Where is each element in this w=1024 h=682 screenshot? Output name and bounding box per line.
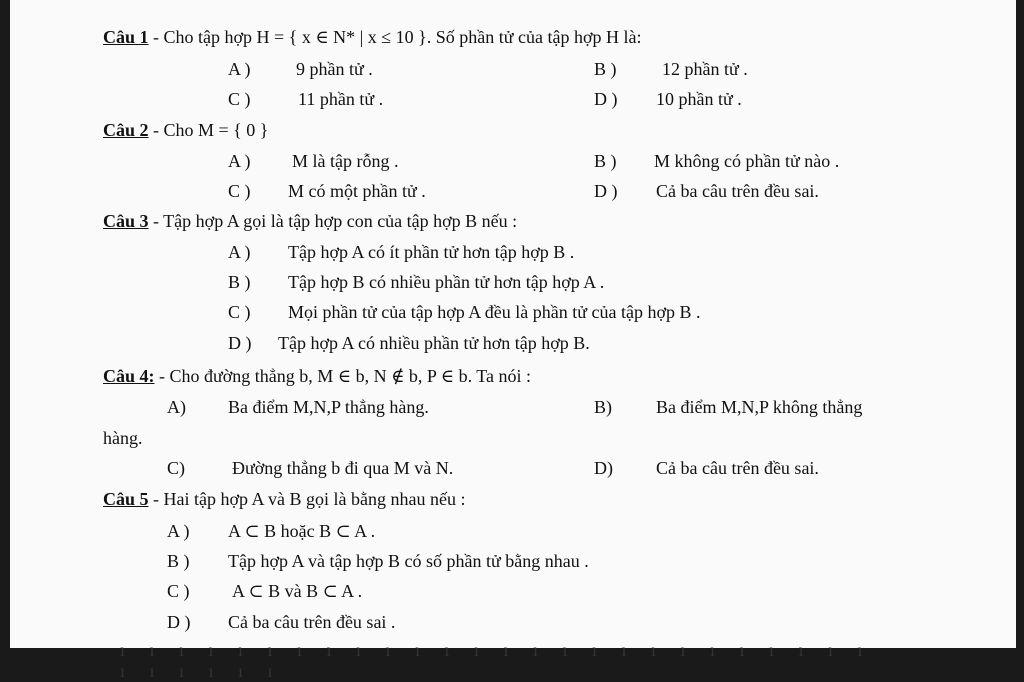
option-b: B ) (228, 272, 251, 292)
question-text: - Tập hợp A gọi là tập hợp con của tập hợp B nếu : (148, 211, 518, 231)
question-4 (103, 365, 531, 387)
question-2 (103, 119, 268, 141)
option-d: D ) (594, 89, 618, 109)
option-a: A ) (228, 242, 251, 262)
option-b: B ) (594, 151, 617, 171)
option-b: B) (594, 397, 612, 417)
option-b-text: Ba điểm M,N,P không thẳng (656, 397, 863, 417)
question-text: - Cho đường thẳng b, M ∈ b, N ∉ b, P ∈ b. Ta nói : (154, 366, 532, 386)
option-c-text: 11 phần tử . (298, 89, 384, 109)
option-d-text: 10 phần tử . (656, 89, 742, 109)
option-d-text: Tập hợp A có nhiều phần tử hơn tập hợp B. (278, 333, 590, 353)
question-label: Câu 2 (103, 120, 149, 140)
option-c: C) (167, 458, 185, 478)
option-d-text: Cả ba câu trên đều sai. (656, 181, 819, 201)
option-b-text-wrap: hàng. (103, 428, 143, 448)
question-5 (103, 488, 465, 510)
option-a-text: A ⊂ B hoặc B ⊂ A . (228, 521, 376, 541)
question-label: Câu 3 (103, 211, 149, 231)
option-a: A ) (167, 521, 190, 541)
option-c-text: Mọi phần tử của tập hợp A đều là phần tử của tập hợp B . (288, 302, 701, 322)
option-a-text: M là tập rỗng . (292, 151, 399, 171)
question-label: Câu 5 (103, 489, 149, 509)
option-b: B ) (167, 551, 190, 571)
question-label: Câu 1 (103, 27, 149, 47)
question-1 (103, 26, 642, 48)
cut-off-glyphs: ı ı ı ı ı ı ı ı ı ı ı ı ı ı ı ı ı ı ı ı ı ı ı ı ı ı ı ı ı ı ı ı (120, 640, 873, 681)
option-c-text: A ⊂ B và B ⊂ A . (232, 581, 363, 601)
option-c: C ) (167, 581, 190, 601)
option-b-text: Tập hợp B có nhiều phần tử hơn tập hợp A . (288, 272, 605, 292)
option-b: B ) (594, 59, 617, 79)
option-a: A) (167, 397, 186, 417)
question-label: Câu 4: (103, 366, 155, 386)
option-a-text: 9 phần tử . (296, 59, 373, 79)
question-text: - Cho M = { 0 } (148, 120, 269, 140)
option-c-text: M có một phần tử . (288, 181, 426, 201)
option-d: D ) (594, 181, 618, 201)
option-a: A ) (228, 151, 251, 171)
question-text: - Cho tập hợp H = { x ∈ N* | x ≤ 10 }. Số phần tử của tập hợp H là: (148, 27, 642, 47)
option-b-text: Tập hợp A và tập hợp B có số phần tử bằng nhau . (228, 551, 589, 571)
option-a: A ) (228, 59, 251, 79)
option-d-text: Cả ba câu trên đều sai. (656, 458, 819, 478)
option-d: D ) (167, 612, 191, 632)
option-d: D ) (228, 333, 252, 353)
document-page (10, 0, 1016, 681)
question-3 (103, 210, 517, 232)
option-b-text: M không có phần tử nào . (654, 151, 840, 171)
question-text: - Hai tập hợp A và B gọi là bằng nhau nếu : (148, 489, 466, 509)
option-b-text: 12 phần tử . (662, 59, 748, 79)
option-d-text: Cả ba câu trên đều sai . (228, 612, 396, 632)
option-c-text: Đường thẳng b đi qua M và N. (232, 458, 454, 478)
option-d: D) (594, 458, 613, 478)
cut-off-text-line (120, 636, 880, 681)
option-a-text: Tập hợp A có ít phần tử hơn tập hợp B . (288, 242, 575, 262)
option-c: C ) (228, 302, 251, 322)
option-c: C ) (228, 181, 251, 201)
option-a-text: Ba điểm M,N,P thẳng hàng. (228, 397, 429, 417)
option-c: C ) (228, 89, 251, 109)
